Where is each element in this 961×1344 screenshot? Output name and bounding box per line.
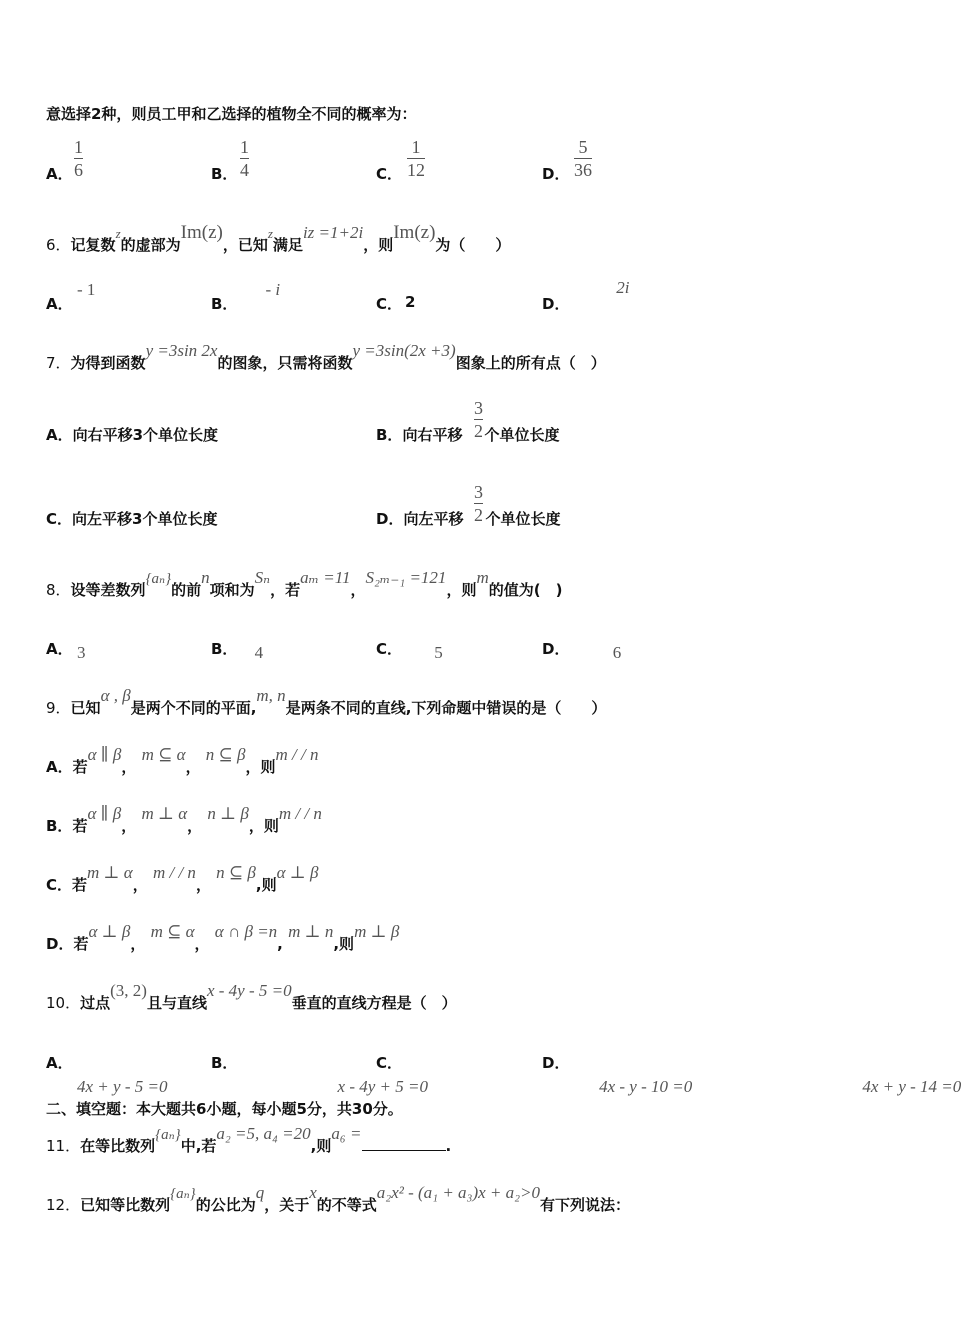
q5-option-a-fraction: 1 6 xyxy=(74,137,83,180)
q8-option-d-label[interactable]: D． xyxy=(542,640,570,658)
q6-number: 6． xyxy=(46,236,71,254)
q10-option-c-value: 4x - y - 10 =0 xyxy=(599,1077,693,1096)
question-7: 7．为得到函数y =3sin 2x的图象，只需将函数y =3sin(2x +3)图象上的所有点（ ） xyxy=(46,341,606,372)
q9-option-d[interactable]: D．若α ⊥ β， m ⊆ α， α ∩ β =n, m ⊥ n,则m ⊥ β xyxy=(46,922,400,953)
q9-number: 9． xyxy=(46,699,71,717)
question-10: 10．过点(3, 2)且与直线x - 4y - 5 =0垂直的直线方程是（ ） xyxy=(46,981,457,1012)
q8-option-a-label[interactable]: A． xyxy=(46,640,73,658)
q6-option-a-value: - 1 xyxy=(77,280,96,299)
q6-option-d-label[interactable]: D． xyxy=(542,295,570,313)
q7-number: 7． xyxy=(46,354,71,372)
q10-option-a-value: 4x + y - 5 =0 xyxy=(77,1077,168,1096)
q8-option-d-value: 6 xyxy=(612,643,622,662)
q7-option-c[interactable]: C．向左平移3个单位长度 xyxy=(46,510,218,528)
question-12: 12．已知等比数列{aₙ}的公比为q，关于x的不等式a₂x² - (a₁ + a₃)x + a₂>0有下列说法： xyxy=(46,1183,631,1214)
q10-option-b-label[interactable]: B． xyxy=(211,1054,238,1072)
q6-imz: Im(z) xyxy=(180,222,223,243)
q10-number: 10． xyxy=(46,994,81,1012)
q7-function-2: y =3sin(2x +3) xyxy=(352,341,456,360)
q5-option-b-label[interactable]: B． xyxy=(211,165,238,183)
q7-option-b-fraction: 3 2 xyxy=(474,398,483,441)
question-9: 9．已知α , β是两个不同的平面,m, n是两条不同的直线,下列命题中错误的是（ ） xyxy=(46,686,607,717)
q10-option-b-value: x - 4y + 5 =0 xyxy=(337,1077,428,1096)
q8-option-c-value: 5 xyxy=(434,643,443,662)
q6-option-a-label[interactable]: A． xyxy=(46,295,73,313)
q8-number: 8． xyxy=(46,581,71,599)
q6-option-b-label[interactable]: B． xyxy=(211,295,238,313)
q8-option-c-label[interactable]: C． xyxy=(376,640,403,658)
q7-option-d-fraction: 3 2 xyxy=(474,482,483,525)
q10-option-d-value: 4x + y - 14 =0 xyxy=(862,1077,961,1096)
q7-option-b[interactable]: B．向右平移 个单位长度 xyxy=(376,426,560,444)
question-6: 6．记复数z的虚部为Im(z)，已知z满足iz =1+2i，则Im(z)为（ ） xyxy=(46,222,511,254)
q11-answer-blank[interactable] xyxy=(362,1136,446,1151)
intro-line: 意选择2种，则员工甲和乙选择的植物全不同的概率为： xyxy=(46,105,417,123)
q6-equation: iz =1+2i xyxy=(302,223,364,242)
q6-option-c-label[interactable]: C． xyxy=(376,295,403,313)
q11-number: 11． xyxy=(46,1137,81,1155)
q8-option-a-value: 3 xyxy=(77,643,86,662)
q5-option-b-fraction: 1 4 xyxy=(240,137,249,180)
q10-option-d-label[interactable]: D． xyxy=(542,1054,570,1072)
q9-option-b[interactable]: B．若α ∥ β， m ⊥ α， n ⊥ β，则m / / n xyxy=(46,804,322,835)
q8-option-b-value: 4 xyxy=(254,643,264,662)
q5-option-c-label[interactable]: C． xyxy=(376,165,403,183)
q10-option-a-label[interactable]: A． xyxy=(46,1054,73,1072)
section-2-heading: 二、填空题：本大题共6小题，每小题5分，共30分。 xyxy=(46,1100,403,1118)
question-8: 8．设等差数列{aₙ}的前n项和为Sₙ，若aₘ =11，S₂ₘ₋₁ =121，则m的值为( ) xyxy=(46,568,563,599)
question-11: 11．在等比数列{aₙ}中,若a₂ =5, a₄ =20,则a₆ =. xyxy=(46,1124,452,1155)
q6-option-c-value: 2 xyxy=(405,293,416,311)
q7-option-a[interactable]: A．向右平移3个单位长度 xyxy=(46,426,219,444)
q7-function-1: y =3sin 2x xyxy=(145,341,218,360)
q7-option-d[interactable]: D．向左平移 个单位长度 xyxy=(376,510,561,528)
q9-option-a[interactable]: A．若α ∥ β， m ⊆ α， n ⊆ β，则m / / n xyxy=(46,745,319,776)
q6-option-d-value: 2i xyxy=(616,278,630,297)
q6-option-b-value: - i xyxy=(265,280,281,299)
q5-option-a-label[interactable]: A． xyxy=(46,165,73,183)
q8-option-b-label[interactable]: B． xyxy=(211,640,238,658)
q9-option-c[interactable]: C．若m ⊥ α， m / / n， n ⊆ β,则α ⊥ β xyxy=(46,863,319,894)
q10-option-c-label[interactable]: C． xyxy=(376,1054,403,1072)
q12-number: 12． xyxy=(46,1196,81,1214)
q5-option-d-fraction: 5 36 xyxy=(574,137,592,180)
q5-option-c-fraction: 1 12 xyxy=(407,137,425,180)
q5-option-d-label[interactable]: D． xyxy=(542,165,570,183)
